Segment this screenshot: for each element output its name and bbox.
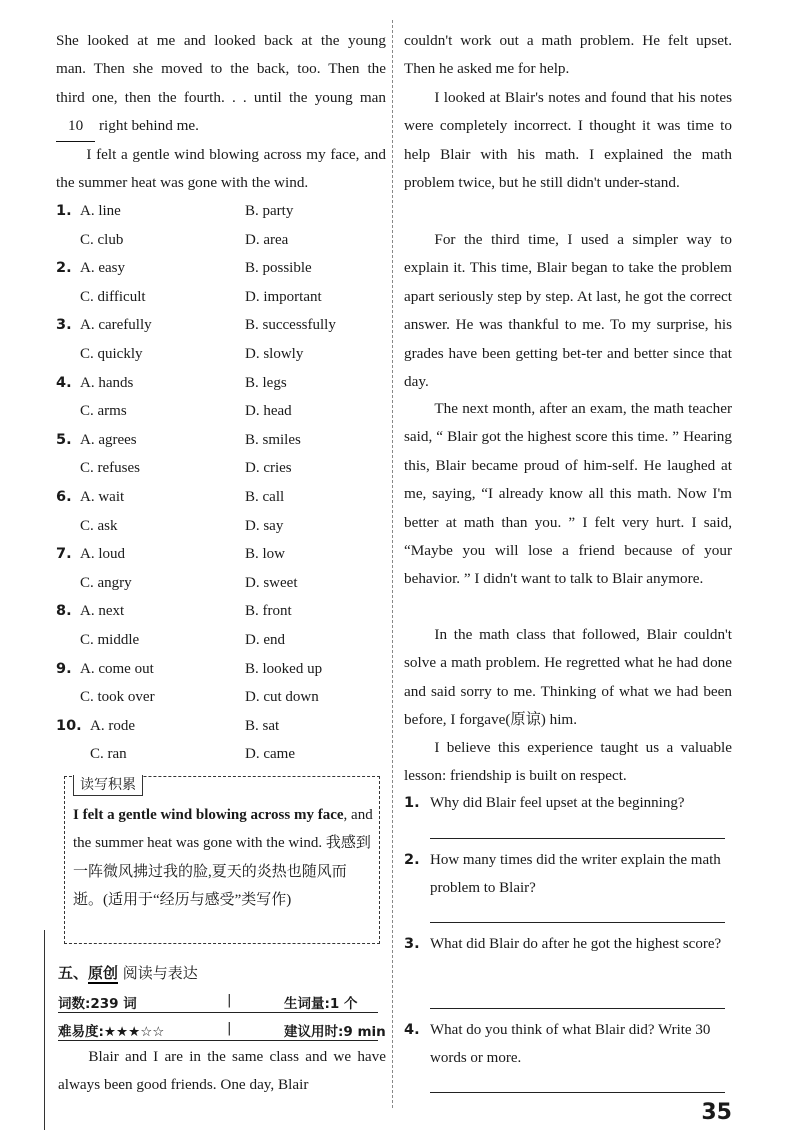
column-divider [392, 20, 393, 1108]
answer-line-4[interactable] [430, 1092, 725, 1093]
passage-right-p2: For the third time, I used a simpler way to explain it. This time, Blair began to take the problem apart seriously step by step. At last, he got the correct answer. He was thankful to me. To my surprise, his grades have been getting bet-ter and better since that day. [404, 231, 732, 391]
passage-right-p5: I believe this experience taught us a valuable lesson: friendship is built on respect. [404, 739, 732, 785]
binding-line [44, 930, 45, 1130]
question-number: 1. [404, 795, 420, 811]
option-row [56, 655, 386, 683]
option-d: D. important [245, 288, 322, 305]
option-row [56, 369, 386, 397]
option-d: D. sweet [245, 574, 298, 591]
new-word-count: 生词量:1 个 [284, 996, 358, 1012]
question-1 [404, 789, 734, 817]
option-number: 5. [56, 431, 72, 448]
section-name: 阅读与表达 [118, 964, 198, 982]
question-2 [404, 846, 734, 903]
option-d: D. came [245, 746, 295, 763]
option-c: C. angry [80, 574, 132, 591]
answer-line-3[interactable] [430, 1008, 725, 1009]
option-row [56, 512, 386, 540]
option-b: B. possible [245, 260, 312, 277]
answer-line-1[interactable] [430, 838, 725, 839]
tip-tag: 读写积累 [73, 775, 143, 796]
option-row [56, 197, 386, 225]
option-number: 1. [56, 203, 72, 219]
option-row [56, 540, 386, 568]
tip-rest: , and the summer heat was gone with the wind. 我感到一阵微风拂过我的脸,夏天的炎热也随风而逝。(适用于“经历与感受”类写作) [73, 807, 373, 909]
option-row [56, 712, 386, 740]
option-c: C. ask [80, 517, 118, 534]
option-row [56, 740, 386, 768]
option-row [56, 454, 386, 482]
option-c: C. difficult [80, 288, 146, 305]
option-row [56, 283, 386, 311]
passage-line-rest: right behind me. [98, 117, 199, 135]
option-number: 6. [56, 489, 72, 505]
option-c: C. ran [90, 746, 127, 763]
question-text: How many times did the writer explain the math problem to Blair? [430, 852, 721, 897]
word-count: 词数:239 词 [58, 996, 137, 1012]
option-b: B. legs [245, 374, 287, 391]
passage-right-p1: I looked at Blair's notes and found that his notes were completely incorrect. I thought it was time to help Blair with his math. I explained the math problem twice, but he still didn't under-stand. [404, 89, 732, 192]
option-a: A. loud [80, 546, 125, 563]
option-d: D. head [245, 403, 292, 420]
option-c: C. quickly [80, 346, 143, 362]
option-b: B. front [245, 603, 292, 620]
info-rule [58, 1012, 378, 1013]
option-row [56, 569, 386, 597]
option-a: A. rode [90, 717, 135, 734]
info-rule [58, 1040, 378, 1041]
question-4 [404, 1016, 734, 1073]
blank-10: 10 [56, 112, 95, 141]
option-a: A. hands [80, 374, 134, 391]
passage-start: Blair and I are in the same class and we have always been good friends. One day, Blair [58, 1048, 386, 1094]
passage-line: man. Then she moved to the back, too. Then the [56, 60, 386, 78]
question-text: What did Blair do after he got the highest score? [430, 936, 722, 952]
option-number: 8. [56, 603, 72, 620]
option-b: B. call [245, 489, 285, 505]
info-separator: | [227, 1020, 232, 1036]
option-a: A. wait [80, 489, 125, 505]
option-row [56, 597, 386, 625]
tip-box [64, 776, 380, 944]
option-number: 3. [56, 317, 72, 334]
option-row [56, 340, 386, 368]
option-row [56, 483, 386, 511]
passage-line: She looked at me and looked back at the young [56, 32, 386, 49]
passage-line: third one, then the fourth. . . until the young man [56, 88, 386, 106]
option-number: 4. [56, 374, 72, 391]
passage-left-top [56, 27, 386, 142]
option-b: B. sat [245, 717, 280, 734]
question-number: 3. [404, 936, 420, 952]
difficulty: 难易度:★★★☆☆ [58, 1024, 165, 1040]
option-number: 7. [56, 546, 72, 563]
question-number: 4. [404, 1022, 420, 1038]
option-d: D. cut down [245, 689, 319, 706]
passage-right-p3: The next month, after an exam, the math teacher said, “ Blair got the highest score this time. ” Hearing this, Blair became proud of him-self. He laughed at me, saying, “I already know all this math. Now I'm better at math than you. ” I felt very hurt. I said, “Maybe you will lose a friend because of your behavior. ” I didn't want to talk to Blair anymore. [404, 400, 732, 588]
option-a: A. easy [80, 260, 125, 277]
option-b: B. low [245, 546, 286, 563]
option-d: D. slowly [245, 346, 304, 362]
option-row [56, 254, 386, 282]
option-b: B. party [245, 203, 294, 219]
option-a: A. next [80, 603, 125, 620]
passage-right-p4: In the math class that followed, Blair couldn't solve a math problem. He regretted what he had done and said sorry to me. Thinking of what we had been before, I forgave(原谅) him. [404, 626, 732, 729]
option-d: D. area [245, 231, 289, 248]
option-d: D. say [245, 517, 284, 534]
option-row [56, 226, 386, 254]
option-b: B. successfully [245, 317, 336, 334]
section-num: 五、 [58, 964, 89, 982]
option-row [56, 626, 386, 654]
option-row [56, 426, 386, 454]
question-number: 2. [404, 852, 420, 868]
option-a: A. carefully [80, 317, 152, 334]
option-number: 9. [56, 660, 72, 677]
option-number: 10. [56, 717, 82, 734]
option-b: B. looked up [245, 660, 323, 677]
passage-left-p2: I felt a gentle wind blowing across my face, and the summer heat was gone with the wind. [56, 146, 386, 192]
answer-line-2[interactable] [430, 922, 725, 923]
option-a: A. line [80, 203, 121, 219]
tip-bold-sentence: I felt a gentle wind blowing across my face [73, 807, 344, 823]
option-a: A. agrees [80, 431, 137, 448]
passage-right-p0: couldn't work out a math problem. He felt upset. Then he asked me for help. [404, 32, 732, 78]
option-d: D. cries [245, 460, 292, 477]
option-c: C. arms [80, 403, 127, 420]
option-row [56, 397, 386, 425]
option-row [56, 683, 386, 711]
option-number: 2. [56, 260, 72, 277]
suggested-time: 建议用时:9 min [284, 1024, 386, 1040]
question-text: What do you think of what Blair did? Write 30 words or more. [430, 1022, 711, 1067]
original-badge: 原创 [88, 964, 119, 982]
section-title [58, 962, 198, 983]
option-row [56, 311, 386, 339]
option-c: C. middle [80, 632, 140, 648]
option-b: B. smiles [245, 431, 301, 448]
tip-text [73, 801, 373, 915]
info-separator: | [227, 992, 232, 1008]
option-c: C. club [80, 231, 124, 248]
question-text: Why did Blair feel upset at the beginning? [430, 795, 685, 811]
question-3 [404, 930, 734, 958]
option-c: C. refuses [80, 460, 140, 477]
page-number: 35 [701, 1100, 732, 1125]
option-c: C. took over [80, 689, 155, 706]
option-a: A. come out [80, 660, 154, 677]
option-d: D. end [245, 632, 285, 648]
passage-line [56, 112, 386, 141]
